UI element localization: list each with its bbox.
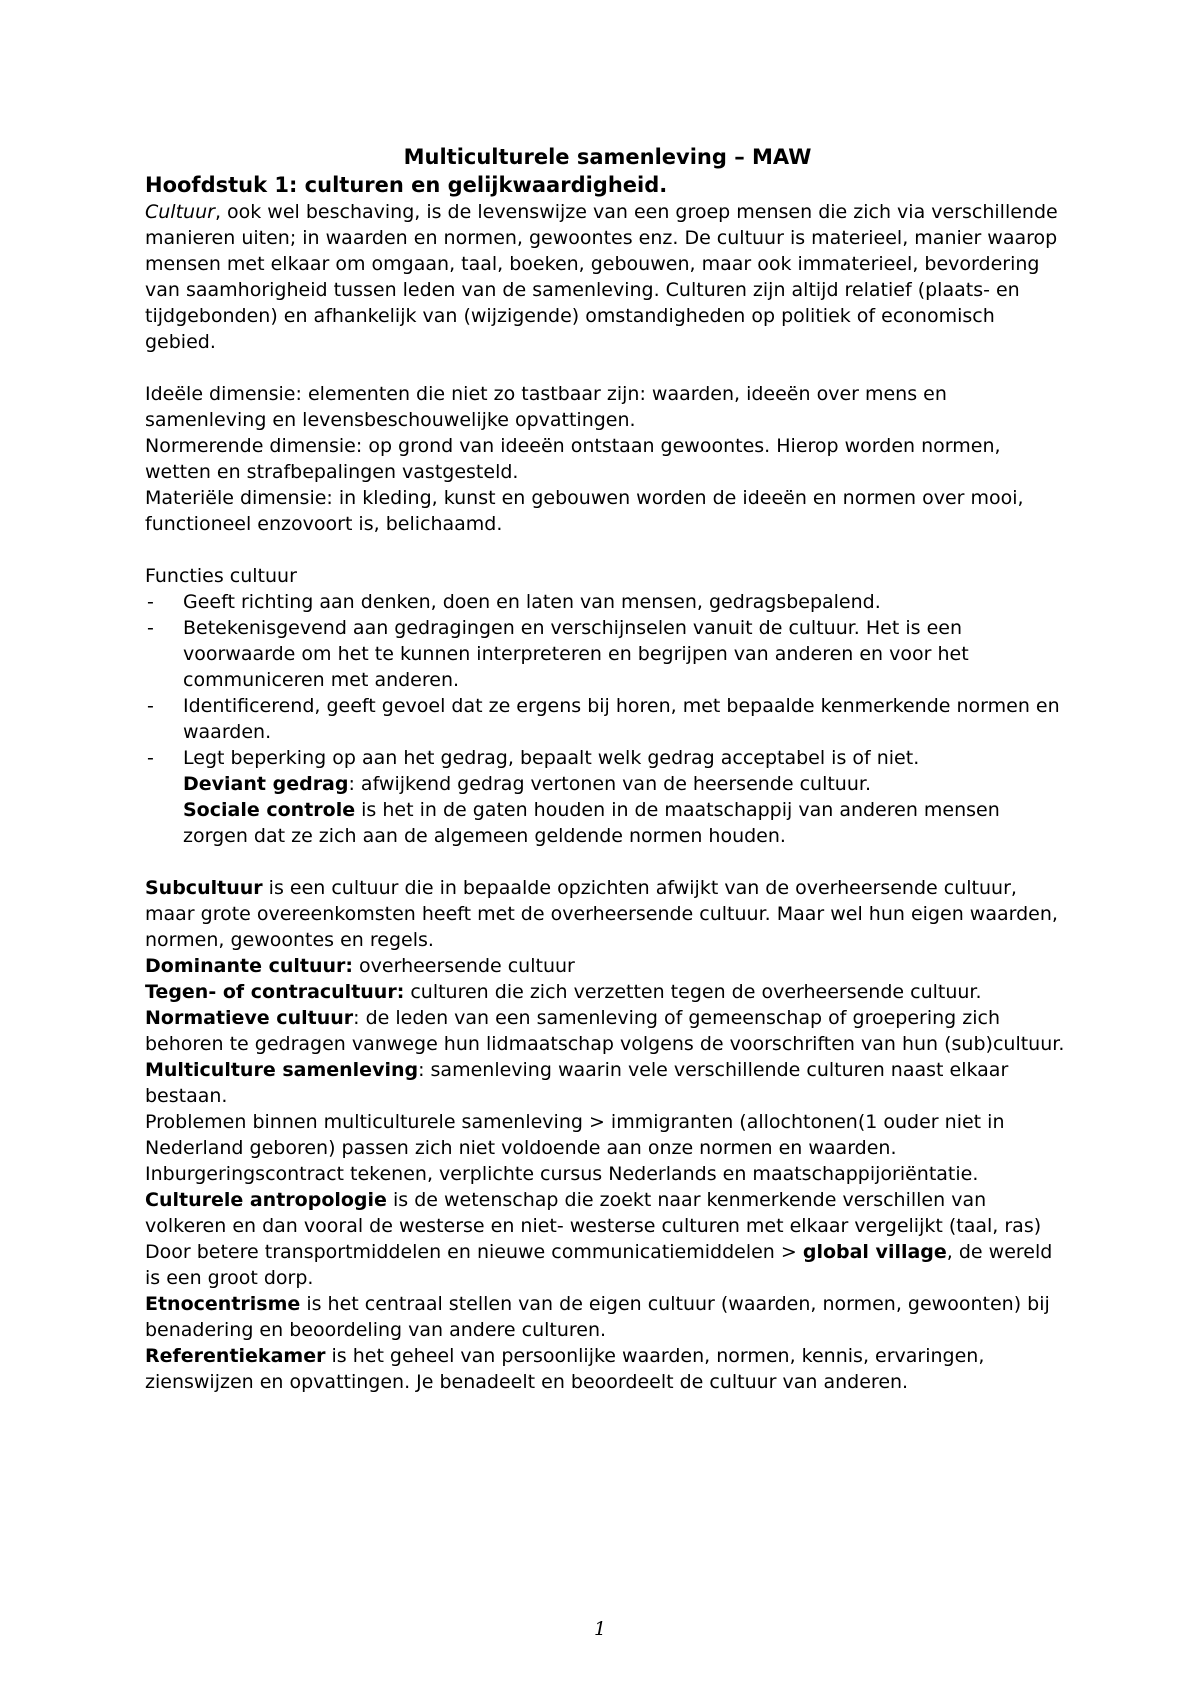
definition-text: is de wetenschap die zoekt naar kenmerkende verschillen van volkeren en dan vooral de westerse en niet- westerse culturen met elkaar vergelijkt (taal, ras) xyxy=(145,1189,1042,1237)
global-village-before: Door betere transportmiddelen en nieuwe communicatiemiddelen > xyxy=(145,1241,803,1263)
definition-text: : samenleving waarin vele verschillende culturen naast elkaar bestaan. xyxy=(145,1059,1009,1107)
spacer xyxy=(145,537,1070,563)
list-item: - Geeft richting aan denken, doen en laten van mensen, gedragsbepalend. xyxy=(145,589,1070,615)
term-referentiekamer: Referentiekamer xyxy=(145,1345,326,1367)
list-item: - Betekenisgevend aan gedragingen en verschijnselen vanuit de cultuur. Het is een voorwaarde om het te kunnen interpreteren en begrijpen van anderen en voor het communiceren met anderen. xyxy=(145,615,1070,693)
global-village-paragraph xyxy=(145,1239,1070,1291)
term-subcultuur: Subcultuur xyxy=(145,877,263,899)
dimension-ideele: Ideële dimensie: elementen die niet zo tastbaar zijn: waarden, ideeën over mens en samenleving en levensbeschouwelijke opvattingen. xyxy=(145,383,947,431)
term-deviant-gedrag: Deviant gedrag xyxy=(183,773,349,795)
chapter-heading: Hoofdstuk 1: culturen en gelijkwaardigheid. xyxy=(145,173,668,197)
list-item xyxy=(145,745,1070,849)
term-cultuur: Cultuur xyxy=(145,201,215,223)
definition-tegencultuur xyxy=(145,979,1070,1005)
intro-paragraph xyxy=(145,199,1070,355)
term-multiculture-samenleving: Multiculture samenleving xyxy=(145,1059,419,1081)
global-village-after: , de wereld is een groot dorp. xyxy=(145,1241,1053,1289)
definition-subcultuur xyxy=(145,875,1070,953)
dimension-materiele: Materiële dimensie: in kleding, kunst en gebouwen worden de ideeën en normen over mooi, functioneel enzovoort is, belichaamd. xyxy=(145,487,1024,535)
definition-text: is het centraal stellen van de eigen cultuur (waarden, normen, gewoonten) bij benadering en beoordeling van andere culturen. xyxy=(145,1293,1050,1341)
definition-culturele-antropologie xyxy=(145,1187,1070,1239)
term-normatieve-cultuur: Normatieve cultuur xyxy=(145,1007,354,1029)
term-etnocentrisme: Etnocentrisme xyxy=(145,1293,301,1315)
term-global-village: global village xyxy=(802,1241,947,1263)
definition-text: culturen die zich verzetten tegen de overheersende cultuur. xyxy=(404,981,982,1003)
list-item-text: Legt beperking op aan het gedrag, bepaalt welk gedrag acceptabel is of niet. xyxy=(183,747,920,769)
spacer xyxy=(145,355,1070,381)
document-title: Multiculturele samenleving – MAW xyxy=(403,145,812,169)
definition-text: overheersende cultuur xyxy=(353,955,575,977)
spacer xyxy=(145,849,1070,875)
definition-normatieve-cultuur xyxy=(145,1005,1070,1057)
social-control-text: is het in de gaten houden in de maatschappij van anderen mensen zorgen dat ze zich aan de algemeen geldende normen houden. xyxy=(183,799,1000,847)
definition-text: is een cultuur die in bepaalde opzichten afwijkt van de overheersende cultuur, maar grote overeenkomsten heeft met de overheersende cultuur. Maar wel hun eigen waarden, normen, gewoontes en regels. xyxy=(145,877,1058,951)
list-item: - Identificerend, geeft gevoel dat ze ergens bij horen, met bepaalde kenmerkende normen en waarden. xyxy=(145,693,1070,745)
definition-etnocentrisme xyxy=(145,1291,1070,1343)
intro-text: , ook wel beschaving, is de levenswijze van een groep mensen die zich via verschillende manieren uiten; in waarden en normen, gewoontes enz. De cultuur is materieel, manier waarop mensen met elkaar om omgaan, taal, boeken, gebouwen, maar ook immaterieel, bevordering van saamhorigheid tussen leden van de samenleving. Culturen zijn altijd relatief (plaats- en tijdgebonden) en afhankelijk van (wijzigende) omstandigheden op politiek of economisch gebied. xyxy=(145,201,1058,353)
definition-text: is het geheel van persoonlijke waarden, normen, kennis, ervaringen, zienswijzen en opvattingen. Je benadeelt en beoordeelt de cultuur van anderen. xyxy=(145,1345,985,1393)
definition-referentiekamer xyxy=(145,1343,1070,1395)
term-tegencultuur: Tegen- of contracultuur: xyxy=(145,981,405,1003)
definition-multiculture-samenleving xyxy=(145,1057,1070,1109)
deviant-text: : afwijkend gedrag vertonen van de heersende cultuur. xyxy=(348,773,871,795)
term-culturele-antropologie: Culturele antropologie xyxy=(145,1189,387,1211)
term-sociale-controle: Sociale controle xyxy=(183,799,356,821)
page-content xyxy=(145,143,1070,1395)
page-number: 1 xyxy=(593,1618,607,1640)
definition-text: : de leden van een samenleving of gemeenschap of groepering zich behoren te gedragen vanwege hun lidmaatschap volgens de voorschriften van hun (sub)cultuur. xyxy=(145,1007,1065,1055)
functions-list xyxy=(145,589,1070,849)
term-dominante-cultuur: Dominante cultuur: xyxy=(145,955,353,977)
dimension-normerende: Normerende dimensie: op grond van ideeën ontstaan gewoontes. Hierop worden normen, wetten en strafbepalingen vastgesteld. xyxy=(145,435,1001,483)
definition-dominante-cultuur xyxy=(145,953,1070,979)
functions-heading: Functies cultuur xyxy=(145,565,297,587)
problemen-paragraph: Problemen binnen multiculturele samenleving > immigranten (allochtonen(1 ouder niet in Nederland geboren) passen zich niet voldoende aan onze normen en waarden. Inburgeringscontract tekenen, verplichte cursus Nederlands en maatschappijoriëntatie. xyxy=(145,1111,1005,1185)
